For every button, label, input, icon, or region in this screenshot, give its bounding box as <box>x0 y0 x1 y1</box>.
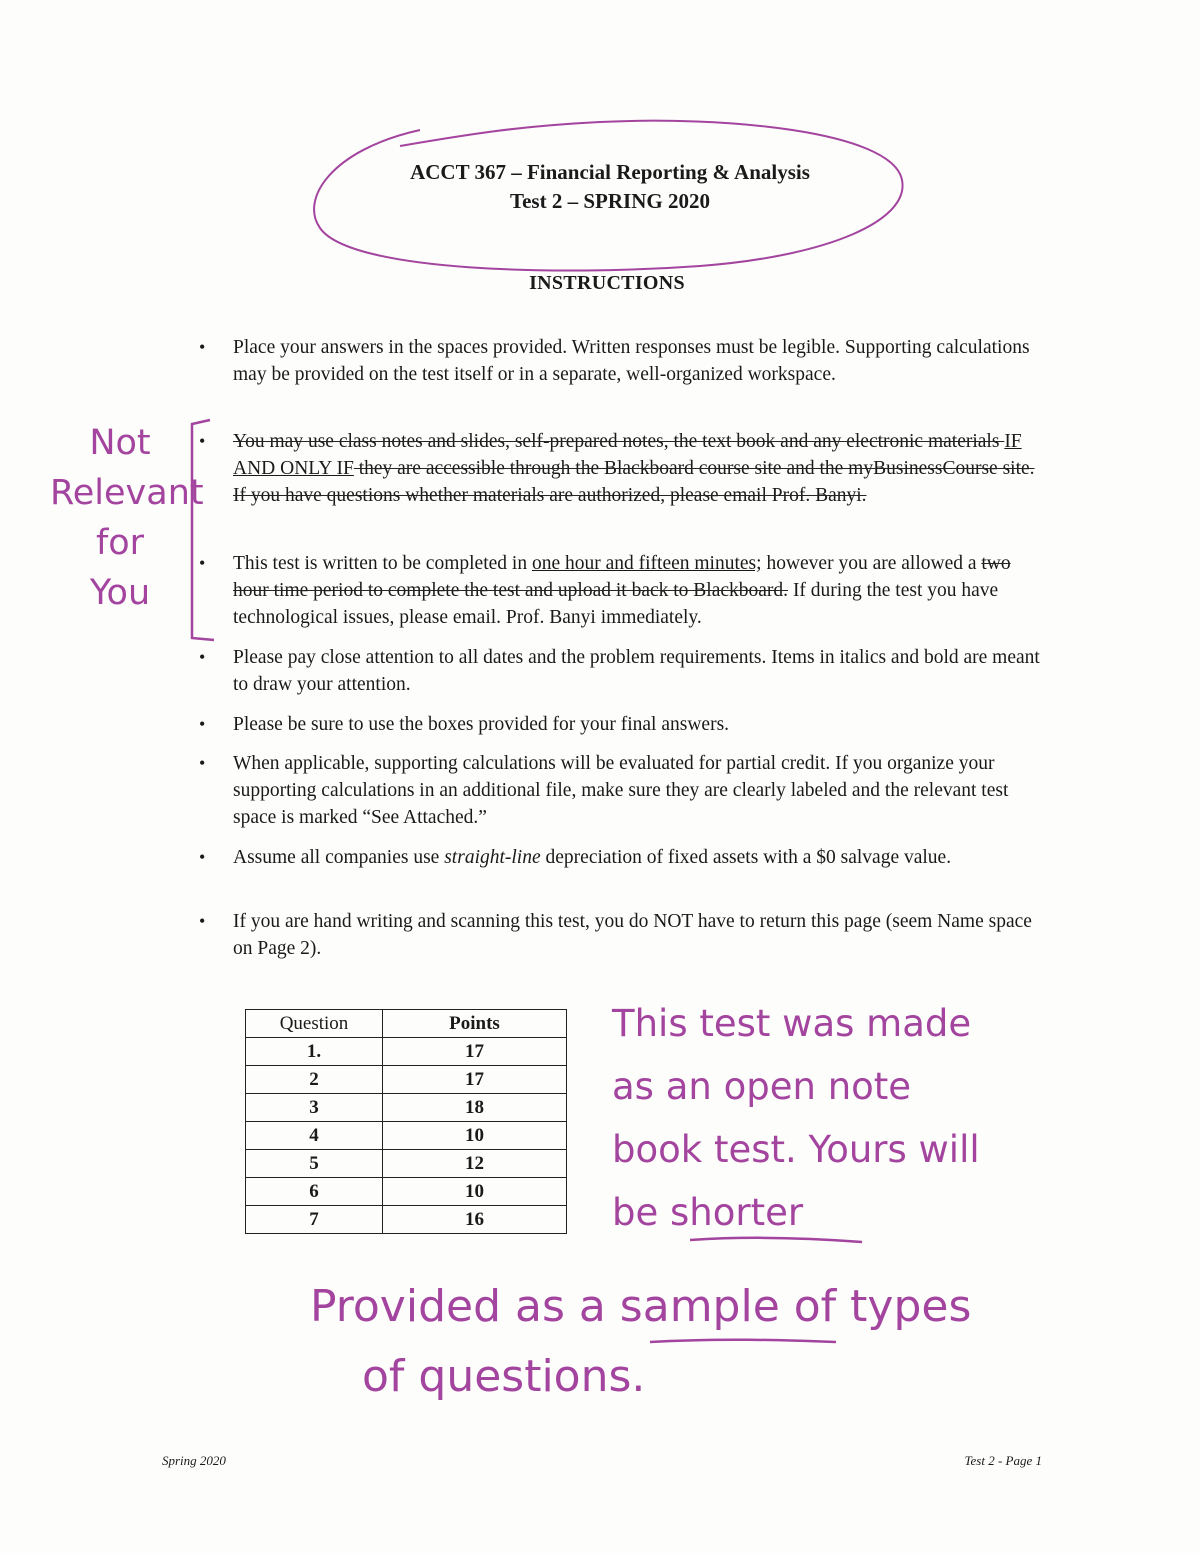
instructions-heading: INSTRUCTIONS <box>529 272 685 294</box>
struck-text: two hour time period to complete the test and upload it back to Blackboard. <box>233 553 1011 601</box>
italic-text: straight-line <box>444 847 541 868</box>
points-cell: 16 <box>383 1206 567 1234</box>
table-header-row <box>246 1010 567 1038</box>
points-cell: 17 <box>383 1038 567 1066</box>
underlined-text: one hour and fifteen minutes; <box>531 553 762 574</box>
open-note-remark: This test was made as an open note book test. Yours will be shorter <box>612 1002 980 1234</box>
table-row <box>246 1178 567 1206</box>
bullet-icon: • <box>199 337 206 357</box>
instruction-text: When applicable, supporting calculations will be evaluated for partial credit. If you organize your supporting calculations in an additional file, make sure they are clearly labeled and the relevant test space is marked “See Attached.” <box>233 753 1009 828</box>
points-cell: 17 <box>383 1066 567 1094</box>
sample-remark: Provided as a sample of types of questions. <box>310 1281 972 1402</box>
table-row <box>246 1206 567 1234</box>
points-table <box>245 1009 567 1234</box>
bullet-icon: • <box>199 847 206 867</box>
question-cell: 2 <box>246 1066 383 1094</box>
footer-right: Test 2 - Page 1 <box>964 1453 1042 1468</box>
bullet-icon: • <box>199 714 206 734</box>
question-cell: 5 <box>246 1150 383 1178</box>
instruction-text <box>233 428 1048 509</box>
table-row <box>246 1038 567 1066</box>
question-cell: 6 <box>246 1178 383 1206</box>
bullet-icon: • <box>199 553 206 573</box>
instruction-text: If you are hand writing and scanning this test, you do NOT have to return this page (seem Name space on Page 2). <box>233 911 1032 959</box>
question-column-header: Question <box>246 1010 383 1038</box>
table-row <box>246 1122 567 1150</box>
question-cell: 1. <box>246 1038 383 1066</box>
points-cell: 10 <box>383 1178 567 1206</box>
struck-underlined-text: IF AND ONLY IF <box>233 431 1022 479</box>
points-cell: 18 <box>383 1094 567 1122</box>
instruction-text: Place your answers in the spaces provided. Written responses must be legible. Supporting calculations may be provided on the test itself or in a separate, well-organized workspace. <box>233 337 1030 385</box>
points-cell: 12 <box>383 1150 567 1178</box>
table-row <box>246 1094 567 1122</box>
points-column-header: Points <box>383 1010 567 1038</box>
footer-left: Spring 2020 <box>162 1453 226 1468</box>
struck-text: they are accessible through the Blackboard course site and the myBusinessCourse site. If you have questions whether materials are authorized, please email Prof. Banyi. <box>233 458 1035 506</box>
bullet-icon: • <box>199 753 206 773</box>
question-cell: 3 <box>246 1094 383 1122</box>
bullet-icon: • <box>199 647 206 667</box>
margin-note: Not Relevant for You <box>50 423 204 613</box>
instruction-text: Please be sure to use the boxes provided for your final answers. <box>233 714 730 735</box>
test-title: Test 2 – SPRING 2020 <box>510 189 710 213</box>
points-cell: 10 <box>383 1122 567 1150</box>
bullet-icon: • <box>199 911 206 931</box>
course-title: ACCT 367 – Financial Reporting & Analysis <box>410 160 810 184</box>
question-cell: 4 <box>246 1122 383 1150</box>
struck-text: You may use class notes and slides, self-prepared notes, the text book and any electronic materials <box>233 431 1005 452</box>
bullet-icon: • <box>199 431 206 451</box>
instruction-text: This test is written to be completed in one hour and fifteen minutes; however you are allowed a two hour time period to complete the test and upload it back to Blackboard. If during the test you have technological issues, please email. Prof. Banyi immediately. <box>233 553 1011 628</box>
table-row <box>246 1066 567 1094</box>
instruction-text: Assume all companies use straight-line depreciation of fixed assets with a $0 salvage value. <box>233 847 952 868</box>
question-cell: 7 <box>246 1206 383 1234</box>
instruction-text: Please pay close attention to all dates and the problem requirements. Items in italics and bold are meant to draw your attention. <box>233 647 1040 695</box>
table-row <box>246 1150 567 1178</box>
test-header <box>300 158 920 216</box>
